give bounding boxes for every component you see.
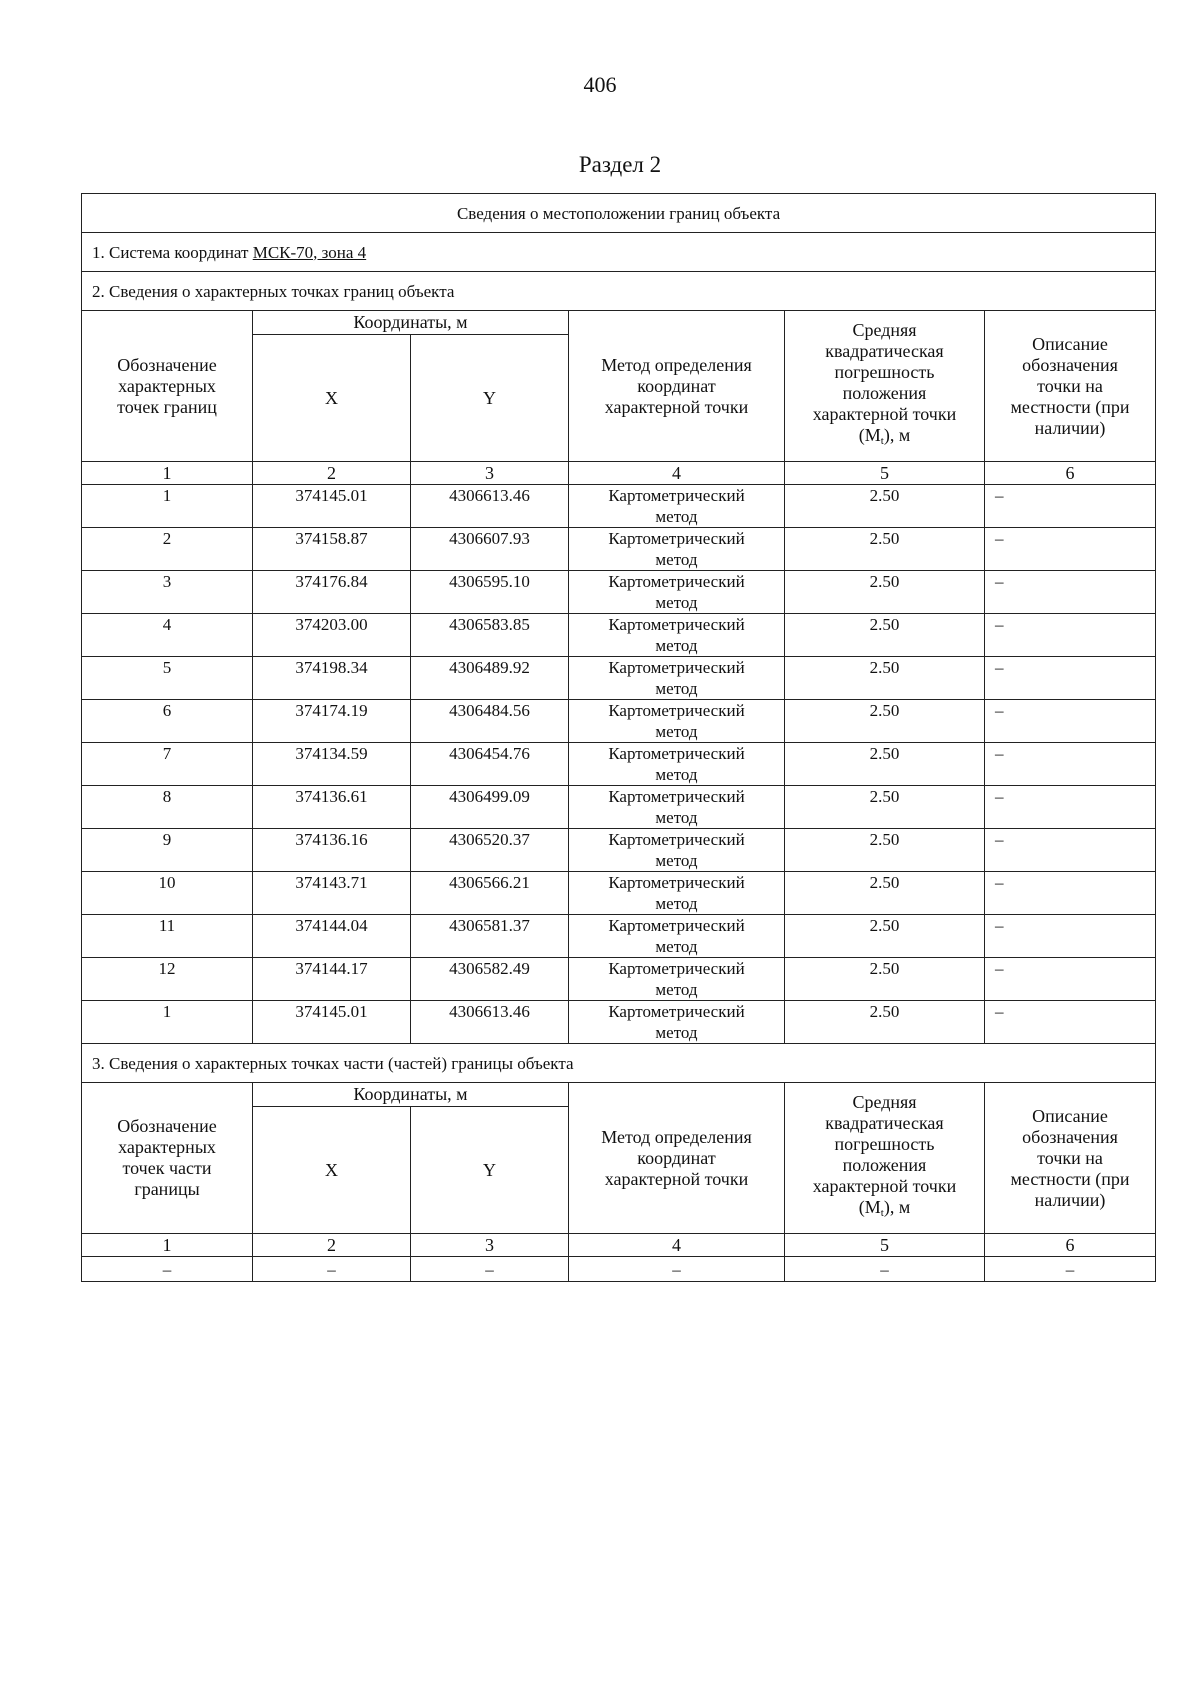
header-desc-line: наличии)	[1034, 417, 1106, 438]
coord-system-label: 1. Система координат	[92, 242, 249, 262]
point-x: 374144.17	[253, 958, 411, 1001]
method-line: Картометрический	[608, 916, 745, 935]
point-error: 2.50	[785, 743, 985, 786]
point-id: 7	[82, 743, 253, 786]
method-line: метод	[655, 765, 698, 784]
table-row	[82, 614, 1156, 657]
page-number: 406	[583, 72, 617, 97]
point-method	[569, 700, 785, 743]
point-x: 374176.84	[253, 571, 411, 614]
column-number: 6	[985, 1234, 1156, 1257]
point-description: –	[985, 958, 1156, 1001]
header-part-points-line: характерных	[118, 1137, 216, 1157]
header-error-line: Средняя	[852, 1092, 917, 1112]
header-method	[569, 1083, 785, 1234]
column-number: 5	[785, 1234, 985, 1257]
header-method-line: Метод определения	[601, 354, 752, 375]
header-error-unit: (M	[858, 1197, 881, 1217]
point-description: –	[985, 657, 1156, 700]
header-error-line: погрешность	[834, 1134, 935, 1154]
method-line: Картометрический	[608, 873, 745, 892]
point-x: 374174.19	[253, 700, 411, 743]
header-method-line: Метод определения	[601, 1126, 752, 1147]
point-method	[569, 786, 785, 829]
table-row	[82, 700, 1156, 743]
method-line: метод	[655, 679, 698, 698]
column-number: 1	[82, 1234, 253, 1257]
point-description: –	[985, 743, 1156, 786]
point-y: 4306484.56	[411, 700, 569, 743]
point-id: 5	[82, 657, 253, 700]
header-description	[985, 311, 1156, 462]
table-row	[82, 829, 1156, 872]
point-y: 4306454.76	[411, 743, 569, 786]
table-title: Сведения о местоположении границ объекта	[82, 194, 1156, 233]
coord-system-cell	[82, 233, 1156, 272]
point-y: 4306582.49	[411, 958, 569, 1001]
method-line: Картометрический	[608, 486, 745, 505]
header-x: X	[253, 1107, 411, 1234]
table-row	[82, 743, 1156, 786]
header-points	[82, 311, 253, 462]
part-cell: –	[82, 1257, 253, 1282]
section3-column-numbers	[82, 1234, 1156, 1257]
method-line: метод	[655, 894, 698, 913]
method-line: Картометрический	[608, 615, 745, 634]
point-id: 12	[82, 958, 253, 1001]
point-description: –	[985, 829, 1156, 872]
point-description: –	[985, 786, 1156, 829]
point-method	[569, 915, 785, 958]
table-row	[82, 528, 1156, 571]
section2-title-row	[82, 272, 1156, 311]
header-description	[985, 1083, 1156, 1234]
point-error: 2.50	[785, 958, 985, 1001]
header-desc-line: обозначения	[1022, 354, 1118, 375]
header-part-points-line: точек части	[122, 1158, 212, 1178]
column-number: 6	[985, 462, 1156, 485]
point-error: 2.50	[785, 829, 985, 872]
table-row	[82, 786, 1156, 829]
column-number: 3	[411, 1234, 569, 1257]
method-line: Картометрический	[608, 787, 745, 806]
method-line: Картометрический	[608, 1002, 745, 1021]
point-x: 374203.00	[253, 614, 411, 657]
point-id: 4	[82, 614, 253, 657]
header-part-points-line: Обозначение	[117, 1116, 217, 1136]
point-method	[569, 614, 785, 657]
point-description: –	[985, 872, 1156, 915]
point-x: 374145.01	[253, 485, 411, 528]
part-cell: –	[411, 1257, 569, 1282]
section2-header-row-1	[82, 311, 1156, 335]
point-id: 11	[82, 915, 253, 958]
point-y: 4306613.46	[411, 485, 569, 528]
method-line: метод	[655, 550, 698, 569]
header-part-points	[82, 1083, 253, 1234]
point-error: 2.50	[785, 1001, 985, 1044]
point-error: 2.50	[785, 700, 985, 743]
header-x: X	[253, 335, 411, 462]
method-line: метод	[655, 851, 698, 870]
point-x: 374136.16	[253, 829, 411, 872]
header-desc-line: местности (при	[1010, 396, 1130, 417]
point-method	[569, 1001, 785, 1044]
column-number: 2	[253, 1234, 411, 1257]
point-x: 374158.87	[253, 528, 411, 571]
point-x: 374145.01	[253, 1001, 411, 1044]
header-method	[569, 311, 785, 462]
point-y: 4306613.46	[411, 1001, 569, 1044]
header-points-line: точек границ	[117, 396, 217, 417]
header-error-line: положения	[842, 383, 927, 403]
table-row	[82, 872, 1156, 915]
header-method-line: характерной точки	[604, 1168, 749, 1189]
point-method	[569, 829, 785, 872]
table-row	[82, 915, 1156, 958]
table-row	[82, 657, 1156, 700]
method-line: Картометрический	[608, 959, 745, 978]
header-coordinates: Координаты, м	[253, 1083, 569, 1107]
method-line: метод	[655, 1023, 698, 1042]
point-y: 4306566.21	[411, 872, 569, 915]
point-x: 374198.34	[253, 657, 411, 700]
method-line: метод	[655, 507, 698, 526]
section3-title-row	[82, 1044, 1156, 1083]
table-title-row	[82, 194, 1156, 233]
method-line: метод	[655, 636, 698, 655]
section3-empty-row	[82, 1257, 1156, 1282]
header-method-line: координат	[637, 375, 716, 396]
point-x: 374143.71	[253, 872, 411, 915]
method-line: метод	[655, 937, 698, 956]
point-x: 374136.61	[253, 786, 411, 829]
header-points-line: характерных	[118, 375, 216, 396]
section3-title: 3. Сведения о характерных точках части (частей) границы объекта	[82, 1044, 1156, 1083]
point-method	[569, 528, 785, 571]
coord-system-value: МСК-70, зона 4	[252, 242, 367, 262]
point-method	[569, 571, 785, 614]
boundary-table	[81, 193, 1156, 1282]
header-desc-line: обозначения	[1022, 1126, 1118, 1147]
point-description: –	[985, 1001, 1156, 1044]
header-points-line: Обозначение	[117, 354, 217, 375]
point-y: 4306583.85	[411, 614, 569, 657]
column-number: 3	[411, 462, 569, 485]
point-method	[569, 958, 785, 1001]
point-x: 374144.04	[253, 915, 411, 958]
point-error: 2.50	[785, 571, 985, 614]
point-id: 10	[82, 872, 253, 915]
method-line: Картометрический	[608, 572, 745, 591]
point-description: –	[985, 915, 1156, 958]
column-number: 2	[253, 462, 411, 485]
point-method	[569, 743, 785, 786]
method-line: Картометрический	[608, 701, 745, 720]
point-id: 8	[82, 786, 253, 829]
section-title: Раздел 2	[578, 152, 662, 177]
header-method-line: характерной точки	[604, 396, 749, 417]
point-error: 2.50	[785, 614, 985, 657]
table-row	[82, 571, 1156, 614]
point-y: 4306595.10	[411, 571, 569, 614]
method-line: метод	[655, 808, 698, 827]
section2-column-numbers	[82, 462, 1156, 485]
point-error: 2.50	[785, 657, 985, 700]
point-description: –	[985, 571, 1156, 614]
header-desc-line: наличии)	[1034, 1189, 1106, 1210]
column-number: 4	[569, 462, 785, 485]
header-desc-line: точки на	[1037, 375, 1103, 396]
column-number: 4	[569, 1234, 785, 1257]
header-desc-line: точки на	[1037, 1147, 1103, 1168]
method-line: метод	[655, 980, 698, 999]
header-error-line: Средняя	[852, 320, 917, 340]
point-error: 2.50	[785, 872, 985, 915]
header-desc-line: Описание	[1032, 1105, 1108, 1126]
header-error-unit: (M	[858, 425, 881, 445]
header-error-line: квадратическая	[825, 341, 944, 361]
table-row	[82, 1001, 1156, 1044]
header-coordinates: Координаты, м	[253, 311, 569, 335]
column-number: 5	[785, 462, 985, 485]
point-method	[569, 872, 785, 915]
header-desc-line: Описание	[1032, 333, 1108, 354]
header-y: Y	[411, 335, 569, 462]
point-y: 4306520.37	[411, 829, 569, 872]
point-y: 4306607.93	[411, 528, 569, 571]
point-description: –	[985, 614, 1156, 657]
header-error-unit-end: ), м	[883, 425, 911, 445]
header-desc-line: местности (при	[1010, 1168, 1130, 1189]
header-error-unit-end: ), м	[883, 1197, 911, 1217]
point-id: 1	[82, 485, 253, 528]
header-error-subscript: t	[880, 1207, 884, 1219]
point-description: –	[985, 528, 1156, 571]
table-row	[82, 485, 1156, 528]
part-cell: –	[569, 1257, 785, 1282]
part-cell: –	[985, 1257, 1156, 1282]
method-line: Картометрический	[608, 658, 745, 677]
part-cell: –	[785, 1257, 985, 1282]
point-y: 4306489.92	[411, 657, 569, 700]
header-error-line: характерной точки	[812, 1176, 957, 1196]
header-method-line: координат	[637, 1147, 716, 1168]
header-error	[785, 1083, 985, 1234]
table-row	[82, 958, 1156, 1001]
method-line: Картометрический	[608, 744, 745, 763]
method-line: Картометрический	[608, 529, 745, 548]
section3-header-row-1	[82, 1083, 1156, 1107]
part-cell: –	[253, 1257, 411, 1282]
point-error: 2.50	[785, 915, 985, 958]
point-id: 6	[82, 700, 253, 743]
header-y: Y	[411, 1107, 569, 1234]
point-method	[569, 485, 785, 528]
method-line: метод	[655, 593, 698, 612]
point-y: 4306499.09	[411, 786, 569, 829]
point-error: 2.50	[785, 485, 985, 528]
point-description: –	[985, 700, 1156, 743]
method-line: Картометрический	[608, 830, 745, 849]
point-y: 4306581.37	[411, 915, 569, 958]
point-id: 2	[82, 528, 253, 571]
point-x: 374134.59	[253, 743, 411, 786]
section2-title: 2. Сведения о характерных точках границ объекта	[82, 272, 1156, 311]
point-error: 2.50	[785, 786, 985, 829]
method-line: метод	[655, 722, 698, 741]
point-id: 9	[82, 829, 253, 872]
header-error	[785, 311, 985, 462]
header-error-line: квадратическая	[825, 1113, 944, 1133]
coord-system-row	[82, 233, 1156, 272]
point-error: 2.50	[785, 528, 985, 571]
point-method	[569, 657, 785, 700]
header-part-points-line: границы	[134, 1179, 200, 1199]
point-id: 1	[82, 1001, 253, 1044]
header-error-line: погрешность	[834, 362, 935, 382]
header-error-subscript: t	[880, 435, 884, 447]
point-id: 3	[82, 571, 253, 614]
header-error-line: характерной точки	[812, 404, 957, 424]
header-error-line: положения	[842, 1155, 927, 1175]
point-description: –	[985, 485, 1156, 528]
column-number: 1	[82, 462, 253, 485]
